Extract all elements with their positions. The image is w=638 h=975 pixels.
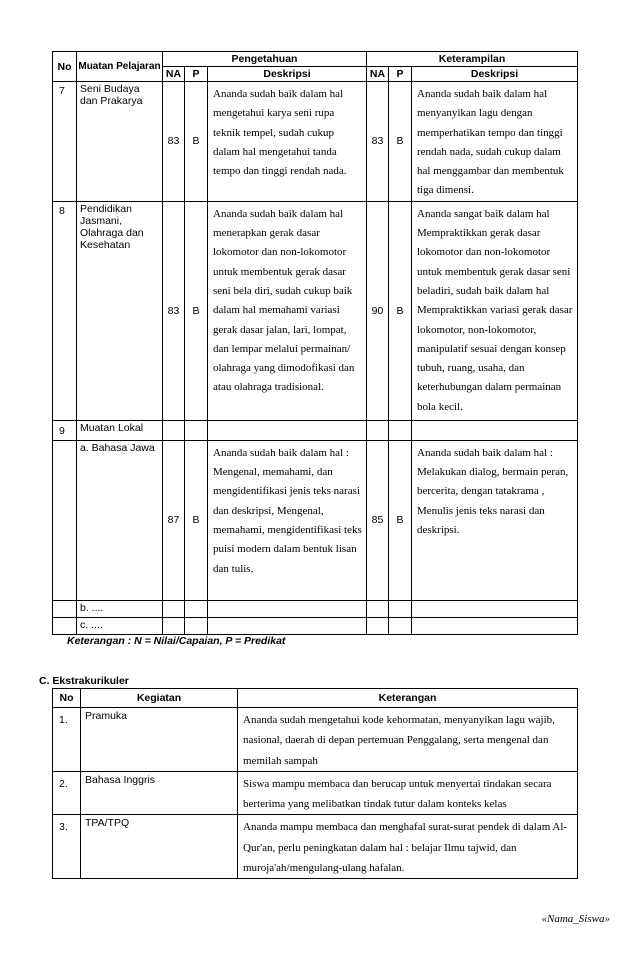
knowledge-score: 83 xyxy=(163,82,185,202)
header-no: No xyxy=(53,52,77,82)
table-row xyxy=(53,420,578,440)
knowledge-score: 87 xyxy=(163,440,185,600)
knowledge-predicate: B xyxy=(185,82,208,202)
row-note: Ananda sudah mengetahui kode kehormatan, menyanyikan lagu wajib, nasional, daerah di depan pertemuan Penggalang, serta mengenal dan memilah sampah xyxy=(238,708,578,772)
row-note: Ananda mampu membaca dan menghafal surat-surat pendek di dalam Al-Qur'an, perlu peningkatan dalam hal : belajar Ilmu tajwid, dan muroja'ah/mengulang-ulang hafalan. xyxy=(238,815,578,879)
knowledge-predicate: B xyxy=(185,440,208,600)
row-no: 8 xyxy=(53,201,77,420)
table-row xyxy=(53,771,578,815)
knowledge-description: Ananda sudah baik dalam hal menerapkan gerak dasar lokomotor dan non-lokomotor untuk membentuk gerak dasar seni bela diri, sudah cukup baik dalam hal memahami variasi gerak dasar jalan, lari, lompat, dan lempar melalui permainan/ olahraga yang dimodofikasi dan atau olahraga tradisional. xyxy=(208,201,367,420)
row-activity: TPA/TPQ xyxy=(81,815,238,879)
row-subject: Pendidikan Jasmani, Olahraga dan Kesehatan xyxy=(77,201,163,420)
student-name-placeholder: «Nama_Siswa» xyxy=(541,913,610,925)
knowledge-predicate: B xyxy=(185,201,208,420)
skill-score: 90 xyxy=(367,201,389,420)
row-no: 2. xyxy=(53,771,81,815)
row-no: 3. xyxy=(53,815,81,879)
header-skill: Keterampilan xyxy=(367,52,578,67)
skill-predicate: B xyxy=(389,82,412,202)
header-knowledge-desc: Deskripsi xyxy=(208,67,367,82)
knowledge-score: 83 xyxy=(163,201,185,420)
table-row xyxy=(53,600,578,617)
skill-description: Ananda sudah baik dalam hal : Melakukan dialog, bermain peran, bercerita, dengan tatakrama , Menulis jenis teks narasi dan deskripsi. xyxy=(412,440,578,600)
grades-table xyxy=(52,51,578,635)
header-skill-p: P xyxy=(389,67,412,82)
header-subject: Muatan Pelajaran xyxy=(77,52,163,82)
header-note: Keterangan xyxy=(238,689,578,708)
row-activity: Pramuka xyxy=(81,708,238,772)
row-subject: b. .... xyxy=(77,600,163,617)
header-no: No xyxy=(53,689,81,708)
header-skill-na: NA xyxy=(367,67,389,82)
row-no: 9 xyxy=(53,420,77,440)
row-subject: a. Bahasa Jawa xyxy=(77,440,163,600)
row-subject: Seni Budaya dan Prakarya xyxy=(77,82,163,202)
table-row xyxy=(53,815,578,879)
skill-predicate: B xyxy=(389,201,412,420)
row-note: Siswa mampu membaca dan berucap untuk menyertai tindakan secara berterima yang melibatkan tindak tutur dalam konteks kelas xyxy=(238,771,578,815)
row-activity: Bahasa Inggris xyxy=(81,771,238,815)
header-activity: Kegiatan xyxy=(81,689,238,708)
knowledge-description: Ananda sudah baik dalam hal : Mengenal, memahami, dan mengidentifikasi jenis teks narasi dan deskripsi, Mengenal, memahami, mengidentifikasi teks puisi modern dalam bentuk lisan dan tulis. xyxy=(208,440,367,600)
table-row xyxy=(53,617,578,634)
header-skill-desc: Deskripsi xyxy=(412,67,578,82)
skill-description: Ananda sudah baik dalam hal menyanyikan lagu dengan memperhatikan tempo dan tinggi rendah nada, sudah cukup dalam hal menggambar dan membentuk tiga dimensi. xyxy=(412,82,578,202)
row-subject: Muatan Lokal xyxy=(77,420,163,440)
skill-score: 83 xyxy=(367,82,389,202)
extracurricular-table xyxy=(52,688,578,879)
header-knowledge-na: NA xyxy=(163,67,185,82)
header-knowledge-p: P xyxy=(185,67,208,82)
skill-description: Ananda sangat baik dalam hal Mempraktikkan gerak dasar lokomotor dan non-lokomotor untuk membentuk gerak dasar seni beladiri, sudah baik dalam hal Mempraktikkan variasi gerak dasar lokomotor, non-lokomotor, manipulatif sesuai dengan konsep tubuh, ruang, usaha, dan keterhubungan dalam permainan bola kecil. xyxy=(412,201,578,420)
header-knowledge: Pengetahuan xyxy=(163,52,367,67)
row-no: 7 xyxy=(53,82,77,202)
section-title: C. Ekstrakurikuler xyxy=(39,675,129,687)
table-row xyxy=(53,201,578,420)
row-no: 1. xyxy=(53,708,81,772)
skill-score: 85 xyxy=(367,440,389,600)
row-subject: c. .... xyxy=(77,617,163,634)
table-row xyxy=(53,440,578,600)
skill-predicate: B xyxy=(389,440,412,600)
table-row xyxy=(53,82,578,202)
legend-note: Keterangan : N = Nilai/Capaian, P = Predikat xyxy=(67,635,286,647)
knowledge-description: Ananda sudah baik dalam hal mengetahui karya seni rupa teknik tempel, sudah cukup dalam hal mengetahui tanda tempo dan tinggi rendah nada. xyxy=(208,82,367,202)
table-row xyxy=(53,708,578,772)
